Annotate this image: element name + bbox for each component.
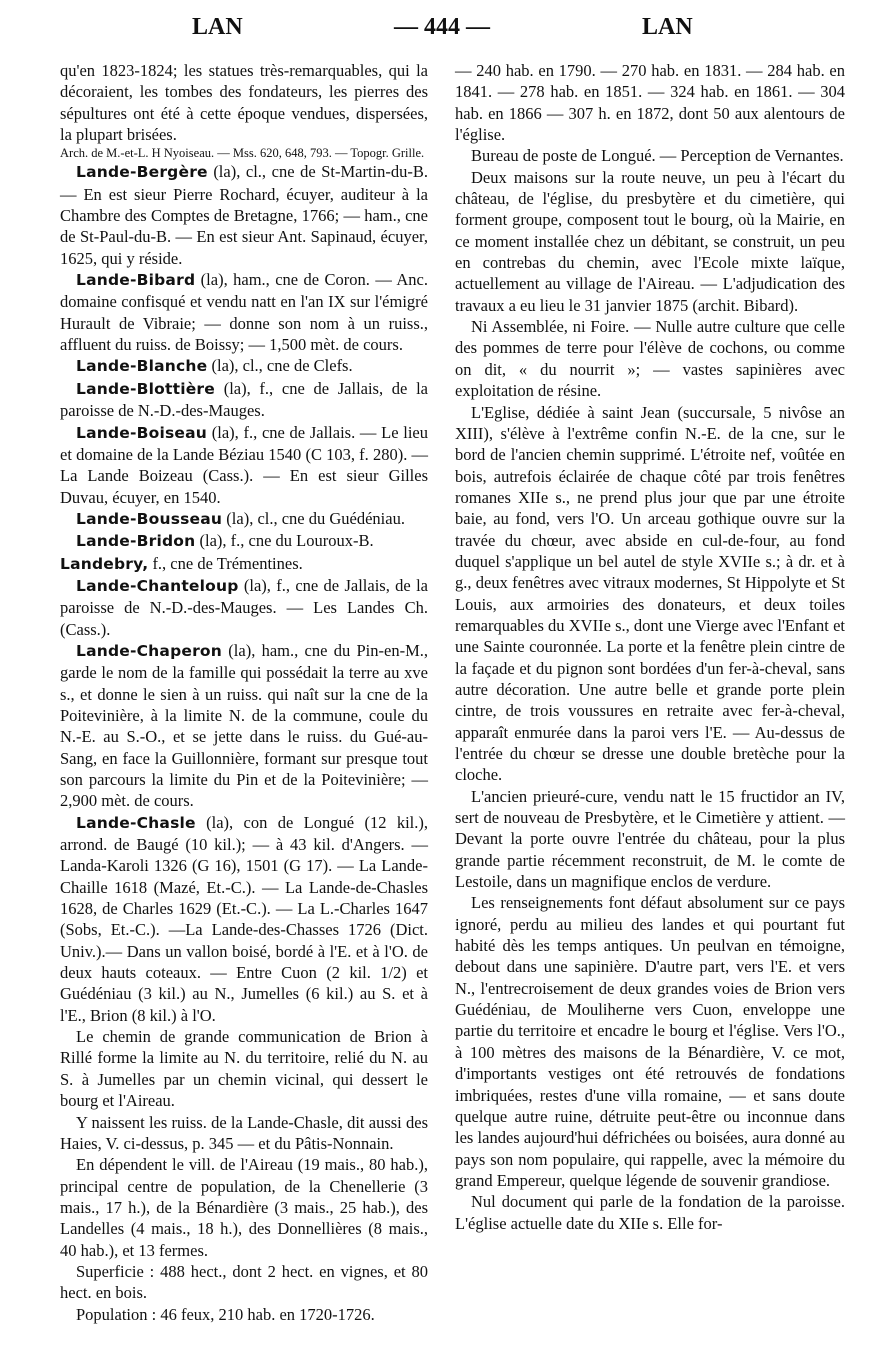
entry-text: (la), f., cne du Louroux-B.: [195, 531, 374, 551]
entry-text: (la), f., cne de Jallais, de la paroisse de N.-D.-des-Mauges. — Les Landes Ch. (Cass.).: [60, 575, 428, 639]
running-header: [62, 14, 842, 50]
entry-headword: Lande-Bergère: [76, 163, 208, 182]
dictionary-entry: [60, 355, 428, 377]
entry-headword: Lande-Bridon: [76, 532, 196, 551]
paragraph: [60, 1026, 428, 1111]
entry-headword: Lande-Chaperon: [76, 641, 223, 660]
entry-text: Y naissent les ruiss. de la Lande-Chasle, dit aussi des Haies, V. ci-dessus, p. 345 — et du Pâtis-Nonnain.: [60, 1112, 428, 1153]
paragraph: [60, 1304, 428, 1325]
entry-headword: Lande-Boiseau: [76, 423, 208, 442]
paragraph: [455, 145, 845, 166]
right-column: [455, 60, 845, 1234]
paragraph: [455, 402, 845, 786]
paragraph: [60, 1112, 428, 1155]
entry-text: Nul document qui parle de la fondation de la paroisse. L'église actuelle date du XIIe s. Elle for-: [455, 1192, 845, 1233]
entry-text: (la), f., cne de Jallais. — Le lieu et domaine de la Lande Béziau 1540 (C 103, f. 280). — La Lande Boizeau (Cass.). — En est sieur Gilles Duvau, écuyer, en 1540.: [60, 422, 428, 507]
entry-text: Le chemin de grande communication de Brion à Rillé forme la limite au N. du territoire, relié du N. au S. à Jumelles par un chemin vicinal, qui dessert le bourg et l'Aireau.: [60, 1027, 428, 1111]
entry-text: (la), cl., cne du Guédéniau.: [222, 508, 405, 528]
header-right-keyword: LAN: [642, 14, 693, 40]
dictionary-entry: [60, 640, 428, 812]
entry-headword: Landebry,: [60, 554, 149, 573]
entry-text: qu'en 1823-1824; les statues très-remarquables, qui la décoraient, les tombes des fondateurs, les pierres des sépultures ont été à cette époque vendues, dispersées, la plupart brisées.: [60, 61, 428, 145]
entry-text: Superficie : 488 hect., dont 2 hect. en vignes, et 80 hect. en bois.: [60, 1261, 428, 1303]
entry-text: Les renseignements font défaut absolument sur ce pays ignoré, perdu au milieu des landes et qui pourtant fut habité dès les temps antiques. Un peulvan en témoigne, debout dans une sapinière. D'autre part, vers l'E. et vers N., l'entrecroisement de deux grandes voies de Brion vers Guédéniau, de Mouliherne vers Cuon, enveloppe une partie du territoire et encadre le bourg et l'église. Vers l'O., à 100 mètres des maisons de la Bénardière, V. ce mot, d'importants vestiges ont été retrouvés de fondations imbriquées, restes d'une villa romaine, — et sans doute quelque autre ruine, détruite peut-être ou inconnue dans les landes aujourd'hui défrichées ou boisées, aura donné au pays son nom populaire, qui rappelle, avec la mémoire du grand Empereur, quelque légende de souvenir grandiose.: [455, 893, 845, 1190]
entry-text: (la), cl., cne de Clefs.: [207, 356, 353, 376]
entry-headword: Lande-Bousseau: [76, 509, 223, 528]
dictionary-entry: [60, 422, 428, 508]
entry-text: (la), f., cne de Jallais, de la paroisse de N.-D.-des-Mauges.: [60, 378, 428, 421]
entry-text: Deux maisons sur la route neuve, un peu à l'écart du château, de l'église, du presbytère et du cimetière, qui forment groupe, composent tout le bourg, où la Mairie, en ce moment installée chez un débitant, se construit, un peu en contrebas du chemin, avec l'Ecole mixte laïque, actuellement au village de l'Aireau. — L'adjudication des travaux a eu lieu le 31 janvier 1875 (archit. Bibard).: [455, 167, 845, 315]
paragraph: [455, 1191, 845, 1234]
entry-text: (la), cl., cne de St-Martin-du-B. — En est sieur Pierre Rochard, écuyer, auditeur à la Chambre des Comptes de Bretagne, 1766; — ham., cne de St-Paul-du-B. — En est sieur Ant. Sapinaud, écuyer, 1625, qui y réside.: [60, 162, 428, 268]
entry-headword: Lande-Bibard: [76, 271, 196, 290]
entry-text: f., cne de Trémentines.: [148, 553, 303, 573]
entry-headword: Lande-Blottière: [76, 379, 215, 398]
entry-text: En dépendent le vill. de l'Aireau (19 mais., 80 hab.), principal centre de population, de la Chenellerie (3 mais., 17 h.), de la Bénardière (3 mais., 25 hab.), des Landelles (4 mais., 18 h.), des Donnellières (8 mais., 40 hab.), et 13 fermes.: [60, 1155, 428, 1260]
dictionary-entry: [60, 530, 428, 552]
entry-headword: Lande-Chasle: [76, 813, 196, 832]
paragraph: [60, 60, 428, 145]
entry-text: (la), ham., cne du Pin-en-M., garde le nom de la famille qui possédait la terre au xve s., et donne le sien à un ruiss. qui naît sur la cne de la Poitevinière, à la limite N. de la commune, coule du N.-E. au S.-O., et se jette dans le ruiss. du Gué-au-Sang, en face la Guillonnière, formant sur presque tout son parcours la limite du Pin et de la Poitevinière; — 2,900 mèt. de cours.: [60, 640, 428, 811]
entry-text: L'Eglise, dédiée à saint Jean (succursale, 5 nivôse an XIII), s'élève à l'extrême confin N.-E. de la cne, sur le bord de l'ancien chemin supprimé. L'étroite nef, voûtée en bois, autrefois éclairée de chaque côté par trois fenêtres romanes XIIe s., ne prend plus jour que par une étroite baie, au fond, vers l'O. Un arceau gothique ouvre sur la travée du chœur, avec abside en cul-de-four, au fond duquel s'applique un bel autel de style XVIIe s.; à dr. et à g., deux fenêtres avec vitraux modernes, St Hippolyte et St Louis, aux armoiries des donateurs, et deux toiles remarquables du XVIIe s., dont une Vierge avec l'Enfant et une Sainte couronnée. La porte et la fenêtre plein cintre de la façade et du pignon sont bordées d'un fer-à-cheval, sans autre décoration. Une autre belle et grande porte plein cintre, de trois voussures en retraite avec fer-à-cheval, apparaît enmurée dans la paroi vers l'E. — Au-dessus de l'entrée du chœur se dresse une double bretèche pour la cloche.: [455, 402, 845, 785]
paragraph: [60, 1154, 428, 1261]
header-left-keyword: LAN: [192, 14, 243, 40]
entry-text: L'ancien prieuré-cure, vendu natt le 15 fructidor an IV, sert de nouveau de Presbytère, et le Cimetière y attient. — Devant la porte ouvre l'entrée du château, pour la plus grande partie récemment reconstruit, de M. le comte de Lestoile, dans un magnifique enclos de verdure.: [455, 786, 845, 892]
entry-text: Bureau de poste de Longué. — Perception de Vernantes.: [471, 146, 844, 166]
dictionary-entry: [60, 553, 428, 575]
paragraph: [455, 167, 845, 316]
entry-text: — 240 hab. en 1790. — 270 hab. en 1831. — 284 hab. en 1841. — 278 hab. en 1851. — 324 hab. en 1861. — 304 hab. en 1866 — 307 h. en 1872, dont 50 aux alentours de l'église.: [455, 61, 845, 145]
entry-text: Population : 46 feux, 210 hab. en 1720-1726.: [76, 1304, 375, 1324]
paragraph: [455, 316, 845, 401]
entry-headword: Lande-Blanche: [76, 357, 208, 376]
paragraph: [455, 60, 845, 145]
dictionary-entry: [60, 508, 428, 530]
entry-headword: Lande-Chanteloup: [76, 576, 239, 595]
entry-text: (la), con de Longué (12 kil.), arrond. de Baugé (10 kil.); — à 43 kil. d'Angers. — Landa-Karoli 1326 (G 16), 1501 (G 17). — La Lande-Chaille 1618 (Mazé, Et.-C.). — La Lande-de-Chasles 1628, de Charles 1629 (Et.-C.). — La L.-Charles 1647 (Sobs, Et.-C.). —La Lande-des-Chasses 1726 (Dict. Univ.).— Dans un vallon boisé, bordé à l'E. et à l'O. de deux hauts coteaux. — Entre Cuon (2 kil. 1/2) et Guédéniau (3 kil.) au N., Jumelles (6 kil.) au S. et à l'E., Brion (8 kil.) à l'O.: [60, 812, 428, 1025]
dictionary-entry: [60, 378, 428, 422]
paragraph: [455, 786, 845, 893]
dictionary-entry: [60, 575, 428, 640]
dictionary-entry: [60, 269, 428, 355]
source-reference: [60, 145, 428, 161]
entry-text: Arch. de M.-et-L. H Nyoiseau. — Mss. 620, 648, 793. — Topogr. Grille.: [60, 146, 425, 161]
paragraph: [455, 892, 845, 1191]
dictionary-entry: [60, 161, 428, 269]
page-number: — 444 —: [394, 14, 490, 40]
entry-text: Ni Assemblée, ni Foire. — Nulle autre culture que celle des pommes de terre pour l'élève de cochons, ou comme on dit, « du nourrit »; — vastes sapinières avec exploitation de résine.: [455, 317, 845, 401]
left-column: [60, 60, 428, 1325]
paragraph: [60, 1261, 428, 1304]
dictionary-entry: [60, 812, 428, 1026]
entry-text: (la), ham., cne de Coron. — Anc. domaine confisqué et vendu natt en l'an IX sur l'émigré Hurault de Vibraie; — donne son nom à un ruiss., affluent du ruiss. de Boissy; — 1,500 mèt. de cours.: [60, 270, 428, 355]
